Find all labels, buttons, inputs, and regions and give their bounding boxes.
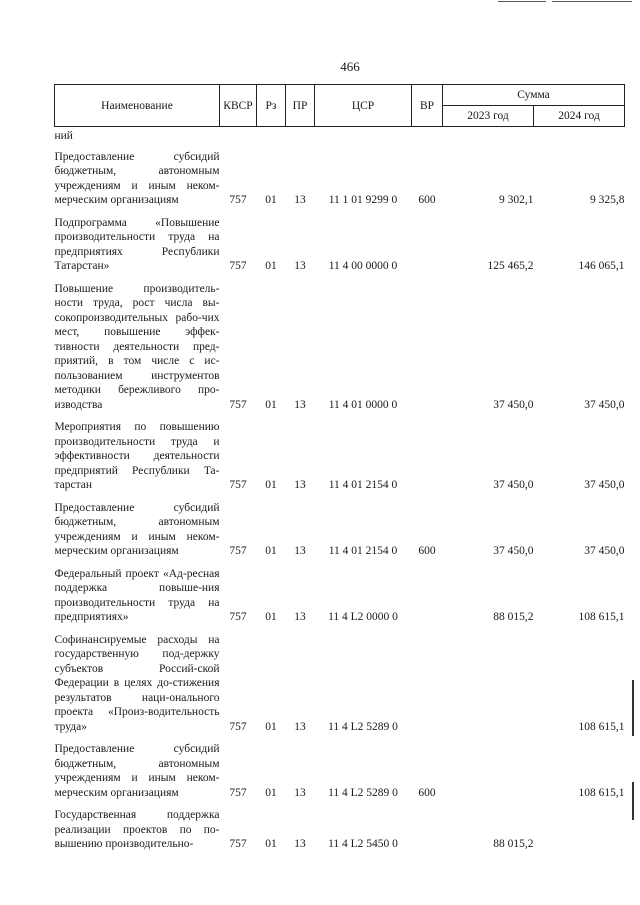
row-sum-2024: 146 065,1	[578, 260, 625, 272]
row-csr: 11 4 00 0000 0	[328, 260, 398, 272]
scan-edge-mark	[632, 782, 634, 820]
top-scan-rule	[552, 1, 632, 2]
row-vr	[412, 559, 443, 625]
row-pr: 13	[294, 786, 306, 799]
header-year-2023: 2023 год	[443, 106, 534, 127]
table-row	[55, 412, 625, 493]
row-vr	[412, 412, 443, 493]
row-sum-2023	[443, 625, 534, 735]
row-sum-2024: 108 615,1	[578, 786, 625, 799]
row-vr	[412, 208, 443, 274]
header-year-2024: 2024 год	[534, 106, 625, 127]
header-name: Наименование	[55, 85, 220, 127]
row-name: Подпрограмма «Повышение производительности труда на предприятиях Республики Татарстан»	[54, 216, 220, 272]
continuation-text: ний	[54, 130, 73, 142]
row-sum-2023: 88 015,2	[493, 838, 534, 850]
table-row	[55, 559, 625, 625]
row-pr: 13	[294, 838, 306, 850]
row-csr: 11 4 L2 0000 0	[328, 611, 398, 623]
row-rz: 01	[265, 545, 277, 557]
row-kvsr: 757	[229, 838, 247, 850]
row-name: Предоставление субсидий бюджетным, автономным учреждениям и иным неком-мерческим организациям	[54, 501, 220, 557]
row-rz: 01	[265, 720, 277, 733]
budget-table	[54, 84, 625, 852]
row-sum-2023: 37 450,0	[493, 398, 534, 411]
row-sum-2023: 9 302,1	[499, 194, 534, 206]
row-kvsr: 757	[229, 786, 247, 799]
row-csr: 11 4 01 2154 0	[328, 545, 398, 557]
row-csr: 11 4 L2 5289 0	[328, 720, 398, 733]
row-kvsr: 757	[229, 260, 247, 272]
row-sum-2023: 37 450,0	[493, 479, 534, 491]
row-kvsr: 757	[229, 398, 247, 411]
row-pr: 13	[294, 720, 306, 733]
row-rz: 01	[265, 194, 277, 206]
row-pr: 13	[294, 479, 306, 491]
table-row	[55, 274, 625, 413]
row-kvsr: 757	[229, 720, 247, 733]
header-pr: ПР	[286, 85, 315, 127]
row-csr: 11 4 01 2154 0	[328, 479, 398, 491]
row-sum-2024: 9 325,8	[590, 194, 625, 206]
row-sum-2023: 37 450,0	[493, 545, 534, 557]
table-row	[55, 208, 625, 274]
row-rz: 01	[265, 838, 277, 850]
row-csr: 11 1 01 9299 0	[328, 194, 398, 206]
row-pr: 13	[294, 398, 306, 411]
row-rz: 01	[265, 398, 277, 411]
row-sum-2024: 37 450,0	[584, 545, 625, 557]
row-name: Предоставление субсидий бюджетным, автономным учреждениям и иным неком-мерческим организациям	[54, 743, 220, 799]
row-pr: 13	[294, 611, 306, 623]
row-vr: 600	[418, 786, 436, 799]
header-kvsr: КВСР	[220, 85, 257, 127]
header-csr: ЦСР	[315, 85, 412, 127]
row-csr: 11 4 01 0000 0	[328, 398, 398, 411]
row-pr: 13	[294, 194, 306, 206]
row-vr: 600	[418, 194, 436, 206]
row-rz: 01	[265, 611, 277, 623]
row-csr: 11 4 L2 5289 0	[328, 786, 398, 799]
row-kvsr: 757	[229, 194, 247, 206]
row-rz: 01	[265, 786, 277, 799]
row-name: Софинансируемые расходы на государственную под-держку субъектов Россий-ской Федерации в целях до-стижения результатов наци-онального проекта «Произ-водительность труда»	[54, 633, 220, 733]
row-vr	[412, 800, 443, 852]
row-csr: 11 4 L2 5450 0	[328, 838, 398, 850]
table-row	[55, 493, 625, 559]
top-scan-rule	[498, 1, 546, 2]
row-kvsr: 757	[229, 479, 247, 491]
row-kvsr: 757	[229, 611, 247, 623]
row-sum-2024: 108 615,1	[578, 720, 625, 733]
row-sum-2023	[443, 734, 534, 800]
row-name: Повышение производитель-ности труда, рост числа вы-сокопроизводительных рабо-чих мест, повышение эффек-тивности деятельности пред-приятий, в том числе с ис-пользованием инструментов методики бережливого про-изводства	[54, 282, 220, 411]
row-sum-2024	[534, 800, 625, 852]
row-name: Мероприятия по повышению производительности труда и эффективности деятельности предприятий Республики Та-тарстан	[54, 421, 220, 491]
header-rz: Рз	[257, 85, 286, 127]
row-pr: 13	[294, 545, 306, 557]
row-sum-2023: 125 465,2	[487, 260, 534, 272]
row-vr	[412, 274, 443, 413]
scan-edge-mark	[632, 680, 634, 736]
row-name: Федеральный проект «Ад-ресная поддержка повыше-ния производительности труда на предприятиях»	[54, 567, 220, 623]
row-vr	[412, 625, 443, 735]
header-vr: ВР	[412, 85, 443, 127]
row-kvsr: 757	[229, 545, 247, 557]
row-name: Предоставление субсидий бюджетным, автономным учреждениям и иным неком-мерческим организациям	[54, 150, 220, 206]
row-sum-2024: 37 450,0	[584, 398, 625, 411]
table-body	[55, 144, 625, 852]
row-sum-2024: 108 615,1	[578, 611, 625, 623]
row-name: Государственная поддержка реализации проектов по по-вышению производительно-	[54, 809, 220, 850]
page-number: 466	[340, 59, 360, 74]
row-rz: 01	[265, 479, 277, 491]
row-rz: 01	[265, 260, 277, 272]
table-row	[55, 625, 625, 735]
table-row	[55, 800, 625, 852]
table-row	[55, 144, 625, 208]
table-row	[55, 734, 625, 800]
row-pr: 13	[294, 260, 306, 272]
header-sum: Сумма	[443, 85, 625, 106]
row-sum-2023: 88 015,2	[493, 611, 534, 623]
row-sum-2024: 37 450,0	[584, 479, 625, 491]
row-vr: 600	[418, 545, 436, 557]
table-row-continuation	[55, 127, 625, 144]
